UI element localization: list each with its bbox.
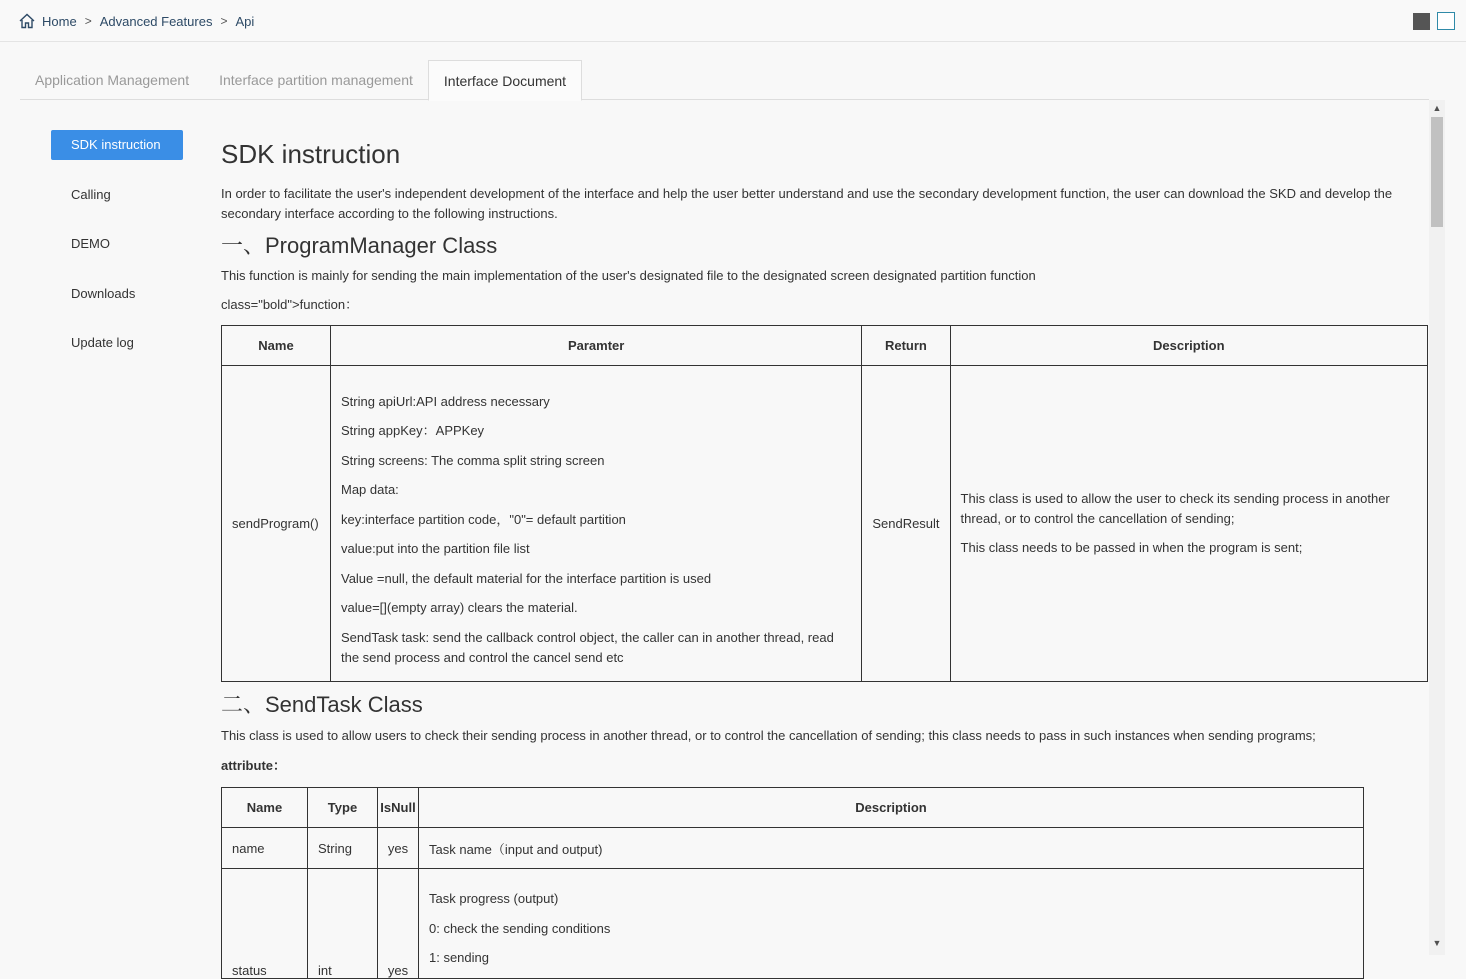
page-title: SDK instruction xyxy=(221,139,401,169)
menu-demo[interactable]: DEMO xyxy=(71,236,110,251)
doc-side-menu xyxy=(51,130,183,378)
description-line: This class is used to allow the user to check its sending process in another thread, or to control the cancellation of sending; xyxy=(960,490,1390,526)
breadcrumb-advanced-features[interactable]: Advanced Features xyxy=(99,13,213,29)
cell-attr-description: Task name（input and output) xyxy=(419,828,1364,869)
scroll-up-arrow-icon[interactable]: ▲ xyxy=(1432,103,1442,113)
tab-application-management[interactable]: Application Management xyxy=(35,72,190,88)
section-heading-programmanager: 一、ProgramManager Class xyxy=(221,233,498,258)
cell-attr-isnull: yes xyxy=(378,869,419,979)
intro-paragraph: In order to facilitate the user's independent development of the interface and help the user better understand and use the secondary development function, the user can download the SKD and develop the secondary interface according to the following instructions. xyxy=(221,186,1393,221)
breadcrumb xyxy=(18,12,254,30)
table-row xyxy=(222,828,1364,869)
attribute-label: attribute： xyxy=(221,758,287,773)
param-line: value=[](empty array) clears the material. xyxy=(340,600,578,615)
light-theme-swatch[interactable] xyxy=(1437,12,1455,30)
param-line: value:put into the partition file list xyxy=(340,541,530,556)
tab-interface-partition-management[interactable]: Interface partition management xyxy=(219,72,413,88)
menu-update-log[interactable]: Update log xyxy=(71,335,134,350)
cell-attr-type: int xyxy=(308,869,378,979)
cell-description xyxy=(950,366,1427,682)
param-line: SendTask task: send the callback control object, the caller can in another thread, read the send process and control the cancel send etc xyxy=(340,629,834,665)
breadcrumb-home[interactable]: Home xyxy=(42,13,77,29)
menu-calling[interactable]: Calling xyxy=(71,186,111,202)
column-header-isnull: IsNull xyxy=(378,788,419,828)
column-header-description: Description xyxy=(950,326,1427,366)
scrollbar-thumb[interactable] xyxy=(1431,117,1443,227)
description-line: Task progress (output) xyxy=(429,891,559,906)
cell-return-type: SendResult xyxy=(862,366,950,682)
tab-bar xyxy=(20,60,1429,100)
function-label: class="bold">function： xyxy=(221,297,359,312)
cell-method-name: sendProgram() xyxy=(222,366,331,682)
top-bar xyxy=(0,0,1466,42)
column-header-name: Name xyxy=(222,326,331,366)
breadcrumb-separator: > xyxy=(220,14,228,28)
table-header-row xyxy=(222,788,1364,828)
column-header-name: Name xyxy=(222,788,308,828)
dark-theme-swatch[interactable] xyxy=(1413,13,1430,30)
table-row xyxy=(222,366,1428,682)
menu-downloads[interactable]: Downloads xyxy=(71,285,136,301)
param-line: key:interface partition code，"0"= default partition xyxy=(340,511,626,527)
param-line: String screens: The comma split string screen xyxy=(340,452,605,468)
param-line: Map data: xyxy=(340,482,399,497)
column-header-paramter: Paramter xyxy=(330,326,861,366)
column-header-type: Type xyxy=(308,788,378,828)
description-line: 1: sending xyxy=(429,950,489,965)
column-header-return: Return xyxy=(862,326,950,366)
param-line: Value =null, the default material for the interface partition is used xyxy=(340,570,712,586)
section-desc-sendtask: This class is used to allow users to check their sending process in another thread, or to control the cancellation of sending; this class needs to pass in such instances when sending programs; xyxy=(221,728,1316,743)
tab-interface-document[interactable]: Interface Document xyxy=(428,60,582,101)
cell-attr-name: status xyxy=(222,869,308,979)
home-icon[interactable] xyxy=(18,12,36,30)
cell-attr-type: String xyxy=(308,828,378,869)
section-heading-sendtask: 二、SendTask Class xyxy=(221,692,423,717)
scroll-down-arrow-icon[interactable]: ▼ xyxy=(1432,938,1442,948)
doc-content xyxy=(221,130,1429,978)
breadcrumb-api: Api xyxy=(235,13,255,29)
function-table xyxy=(221,325,1428,682)
attribute-table xyxy=(221,787,1364,979)
cell-attr-description xyxy=(419,869,1364,979)
table-row xyxy=(222,869,1364,979)
param-line: String appKey：APPKey xyxy=(340,423,485,438)
cell-attr-isnull: yes xyxy=(378,828,419,869)
table-header-row xyxy=(222,326,1428,366)
description-line: 0: check the sending conditions xyxy=(429,920,611,936)
section-desc-programmanager: This function is mainly for sending the main implementation of the user's designated file to the designated screen designated partition function xyxy=(221,268,1036,283)
description-line: This class needs to be passed in when the program is sent; xyxy=(960,540,1303,556)
cell-attr-name: name xyxy=(222,828,308,869)
menu-sdk-instruction[interactable]: SDK instruction xyxy=(51,130,183,160)
breadcrumb-separator: > xyxy=(84,14,92,28)
column-header-description: Description xyxy=(419,788,1364,828)
cell-parameters xyxy=(330,366,861,682)
content-scrollbar[interactable] xyxy=(1429,100,1445,955)
param-line: String apiUrl:API address necessary xyxy=(340,393,550,409)
